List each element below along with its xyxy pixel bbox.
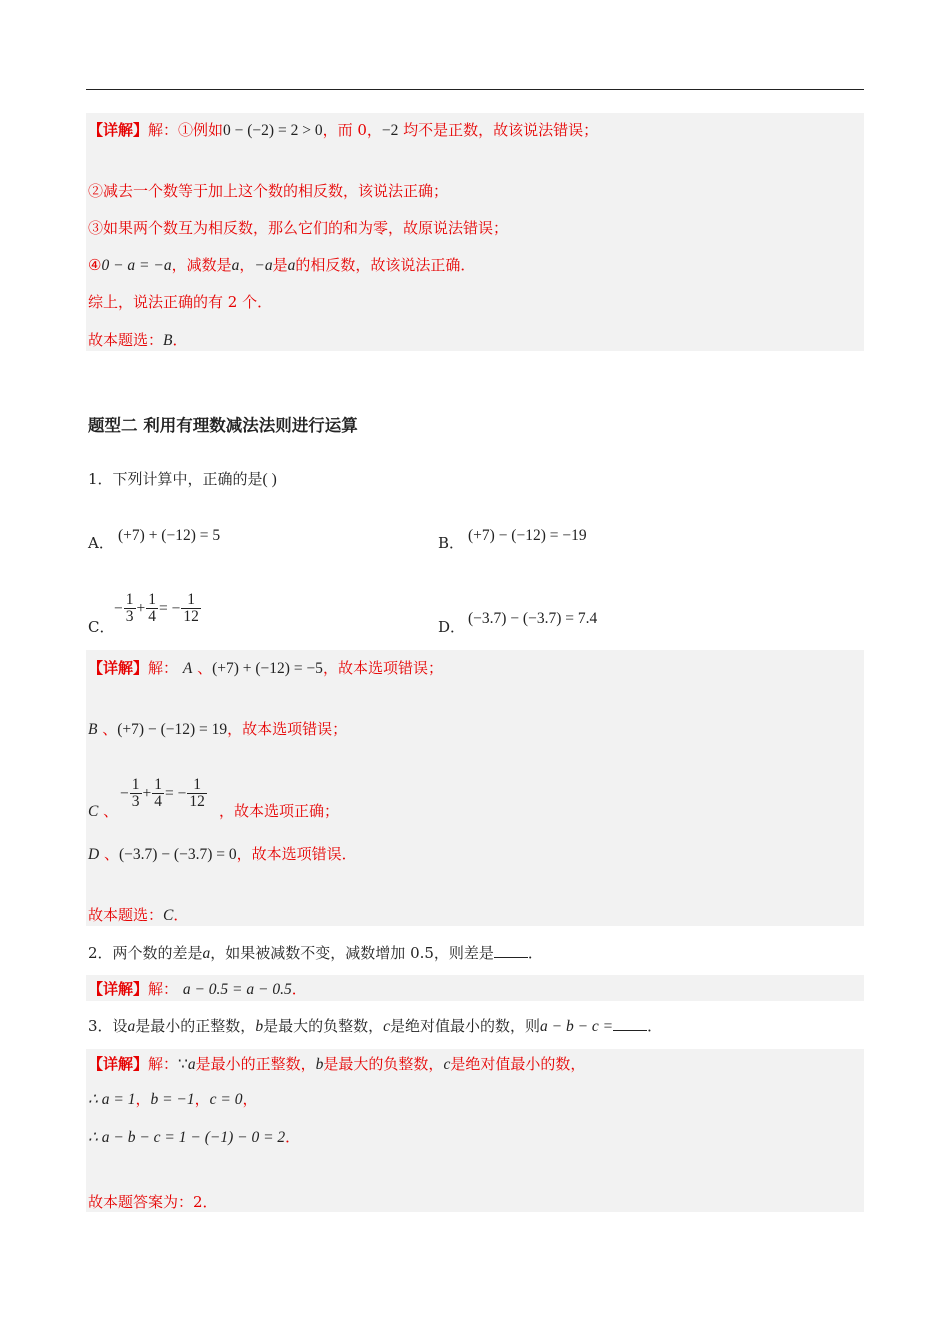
s1-line-3: ③如果两个数互为相反数，那么它们的和为零，故原说法错误； — [88, 219, 509, 237]
s3-line-1: 【详解】解： a − 0.5 = a − 0.5． — [88, 980, 307, 998]
section-heading: 题型二 利用有理数减法法则进行运算 — [88, 416, 358, 435]
solution-tag: 【详解】 — [88, 121, 149, 139]
s4-line-2: ∴ a = 1，b = −1，c = 0， — [88, 1090, 258, 1108]
s1-line-1: 【详解】解：①例如0 − (−2) = 2 > 0，而 0，−2 均不是正数，故该说法错误； — [88, 121, 599, 139]
q1-option-c: C． — [88, 618, 115, 636]
s1-line-6: 故本题选：B． — [88, 331, 188, 349]
s2-line-1: 【详解】解： A 、(+7) + (−12) = −5，故本选项错误； — [88, 659, 443, 677]
s2-line-3: C 、 — [88, 802, 119, 820]
answer-blank[interactable] — [613, 1016, 647, 1031]
q1-stem: 1．下列计算中，正确的是( ) — [88, 470, 277, 488]
s1-line-5: 综上，说法正确的有 2 个． — [88, 293, 273, 311]
s2-line-2: B 、(+7) − (−12) = 19，故本选项错误； — [88, 720, 348, 738]
fraction: $\frac{1}{12}$ — [189, 776, 205, 810]
q2-stem: 2．两个数的差是a，如果被减数不变，减数增加 0.5，则差是 ． — [88, 944, 543, 962]
fraction: $\frac{1}{3}$ — [125, 591, 134, 625]
header-rule — [86, 89, 864, 90]
s1-line-4: ④0 − a = −a，减数是a，−a是a的相反数，故该说法正确． — [88, 256, 476, 274]
answer-blank[interactable] — [494, 943, 528, 958]
s2-line-3-tail: ，故本选项正确； — [219, 802, 340, 820]
fraction: $\frac{1}{4}$ — [154, 776, 162, 810]
s1-line-2: ②减去一个数等于加上这个数的相反数，该说法正确； — [88, 182, 449, 200]
s4-line-3: ∴ a − b − c = 1 − (−1) − 0 = 2． — [88, 1128, 301, 1146]
s4-line-1: 【详解】解：∵a是最小的正整数，b是最大的负整数，c是绝对值最小的数， — [88, 1055, 586, 1073]
q1-option-a: A． — [88, 534, 114, 552]
q1-option-b-expr: (+7) − (−12) = −19 — [468, 527, 587, 544]
s4-line-4: 故本题答案为：2． — [88, 1193, 218, 1211]
fraction: $\frac{1}{4}$ — [148, 591, 156, 625]
q1-option-d-expr: (−3.7) − (−3.7) = 7.4 — [468, 610, 598, 627]
s2-line-3-expr: − $\frac{1}{3}$ + $\frac{1}{4}$ = − $\frac{1}{12}$ — [120, 776, 205, 810]
q1-option-c-expr: − $\frac{1}{3}$ + $\frac{1}{4}$ = − $\frac{1}{12}$ — [114, 591, 199, 625]
q1-option-b: B． — [438, 534, 465, 552]
q3-stem: 3．设a是最小的正整数，b是最大的负整数，c是绝对值最小的数，则a − b − c = ． — [88, 1017, 663, 1035]
q1-option-a-expr: (+7) + (−12) = 5 — [118, 527, 221, 544]
s2-line-4: D 、(−3.7) − (−3.7) = 0，故本选项错误． — [88, 845, 357, 863]
q1-option-d: D． — [438, 618, 466, 636]
fraction: $\frac{1}{3}$ — [131, 776, 140, 810]
s2-line-5: 故本题选：C． — [88, 906, 189, 924]
fraction: $\frac{1}{12}$ — [183, 591, 199, 625]
